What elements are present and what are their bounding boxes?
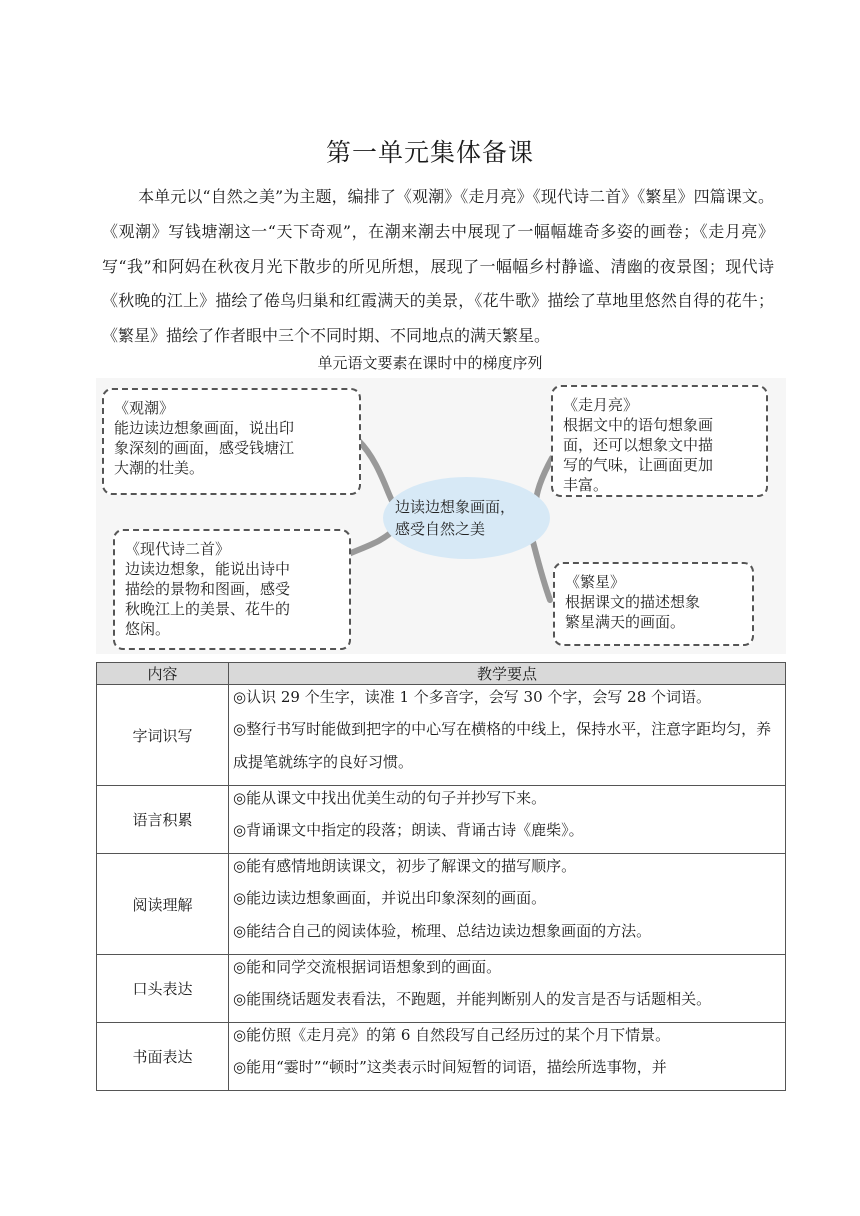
mindmap-box-zouyueliang: [551, 385, 768, 497]
mindmap-heading: 单元语文要素在课时中的梯度序列: [317, 354, 543, 372]
row-points: [229, 685, 786, 786]
point: ◎能仿照《走月亮》的第 6 自然段写自己经历过的某个月下情景。: [233, 1026, 671, 1044]
intro-text: 本单元以“自然之美”为主题，编排了《观潮》《走月亮》《现代诗二首》《繁星》四篇课文。《观潮》写钱塘潮这一“天下奇观”，在潮来潮去中展现了一幅幅雄奇多姿的画卷；《走月亮》写“我”和阿妈在秋夜月光下散步的所见所想，展现了一幅幅乡村静谧、清幽的夜景图；现代诗《秋晚的江上》描绘了倦鸟归巢和红霞满天的美景，《花牛歌》描绘了草地里悠然自得的花牛；《繁星》描绘了作者眼中三个不同时期、不同地点的满天繁星。: [102, 187, 774, 346]
box-line: 丰富。: [563, 476, 609, 494]
row-key: 字词识写: [97, 685, 229, 786]
box-line: 描绘的景物和图画，感受: [125, 580, 291, 598]
point: ◎背诵课文中指定的段落；朗读、背诵古诗《鹿柴》。: [233, 821, 584, 839]
row-points: [229, 786, 786, 854]
table-row: [97, 685, 786, 786]
center-line: 边读边想象画面，: [395, 498, 516, 516]
point: ◎能结合自己的阅读体验，梳理、总结边读边想象画面的方法。: [233, 921, 652, 940]
mindmap-box-fanxing: [553, 562, 754, 646]
point: ◎整行书写时能做到把字的中心写在横格的中线上，保持水平，注意字距均匀，养成提笔就练字的良好习惯。: [233, 720, 772, 771]
box-line: 繁星满天的画面。: [565, 613, 686, 631]
row-points: [229, 955, 786, 1023]
point: ◎能和同学交流根据词语想象到的画面。: [233, 958, 502, 976]
box-line: 根据文中的语句想象画: [563, 416, 714, 434]
mindmap-center: [383, 477, 550, 559]
box-line: 面，还可以想象文中描: [563, 436, 714, 454]
table-row: [97, 854, 786, 955]
point: ◎能用“霎时”“顿时”这类表示时间短暂的词语，描绘所选事物，并: [233, 1058, 667, 1076]
box-line: 能边读边想象画面，说出印: [114, 419, 295, 437]
center-line: 感受自然之美: [395, 520, 486, 538]
mindmap: [96, 378, 786, 654]
box-line: 秋晚江上的美景、花牛的: [125, 600, 291, 618]
box-title: 《繁星》: [565, 573, 626, 591]
intro-paragraph: [102, 180, 774, 354]
box-line: 写的气味，让画面更加: [563, 456, 714, 474]
point: ◎能围绕话题发表看法，不跑题，并能判断别人的发言是否与话题相关。: [233, 990, 712, 1008]
box-line: 大潮的壮美。: [114, 459, 205, 477]
box-line: 边读边想象，能说出诗中: [125, 560, 291, 578]
point: ◎认识 29 个生字，读准 1 个多音字，会写 30 个字，会写 28 个词语。: [233, 688, 712, 706]
box-title: 《走月亮》: [563, 396, 639, 414]
box-title: 《观潮》: [114, 399, 175, 417]
box-line: 象深刻的画面，感受钱塘江: [114, 439, 295, 457]
row-points: [229, 854, 786, 955]
box-line: 悠闲。: [125, 620, 171, 638]
row-key: 语言积累: [97, 786, 229, 854]
table-row: [97, 1023, 786, 1091]
point: ◎能边读边想象画面，并说出印象深刻的画面。: [233, 889, 547, 907]
row-key: 书面表达: [97, 1023, 229, 1091]
table-row: [97, 786, 786, 854]
row-key: 口头表达: [97, 955, 229, 1023]
box-line: 根据课文的描述想象: [565, 593, 701, 611]
page-title: 第一单元集体备课: [325, 138, 534, 167]
point: ◎能有感情地朗读课文，初步了解课文的描写顺序。: [233, 857, 577, 875]
teaching-points-table: [96, 662, 786, 1091]
column-header: 教学要点: [229, 663, 786, 685]
box-title: 《现代诗二首》: [125, 540, 231, 558]
mindmap-box-xiandaishi: [113, 529, 351, 650]
table-row: [97, 955, 786, 1023]
mindmap-box-guanchao: [102, 388, 361, 495]
point: ◎能从课文中找出优美生动的句子并抄写下来。: [233, 789, 547, 807]
table-header-row: [97, 663, 786, 685]
row-points: [229, 1023, 786, 1091]
column-header: 内容: [97, 663, 229, 685]
row-key: 阅读理解: [97, 854, 229, 955]
